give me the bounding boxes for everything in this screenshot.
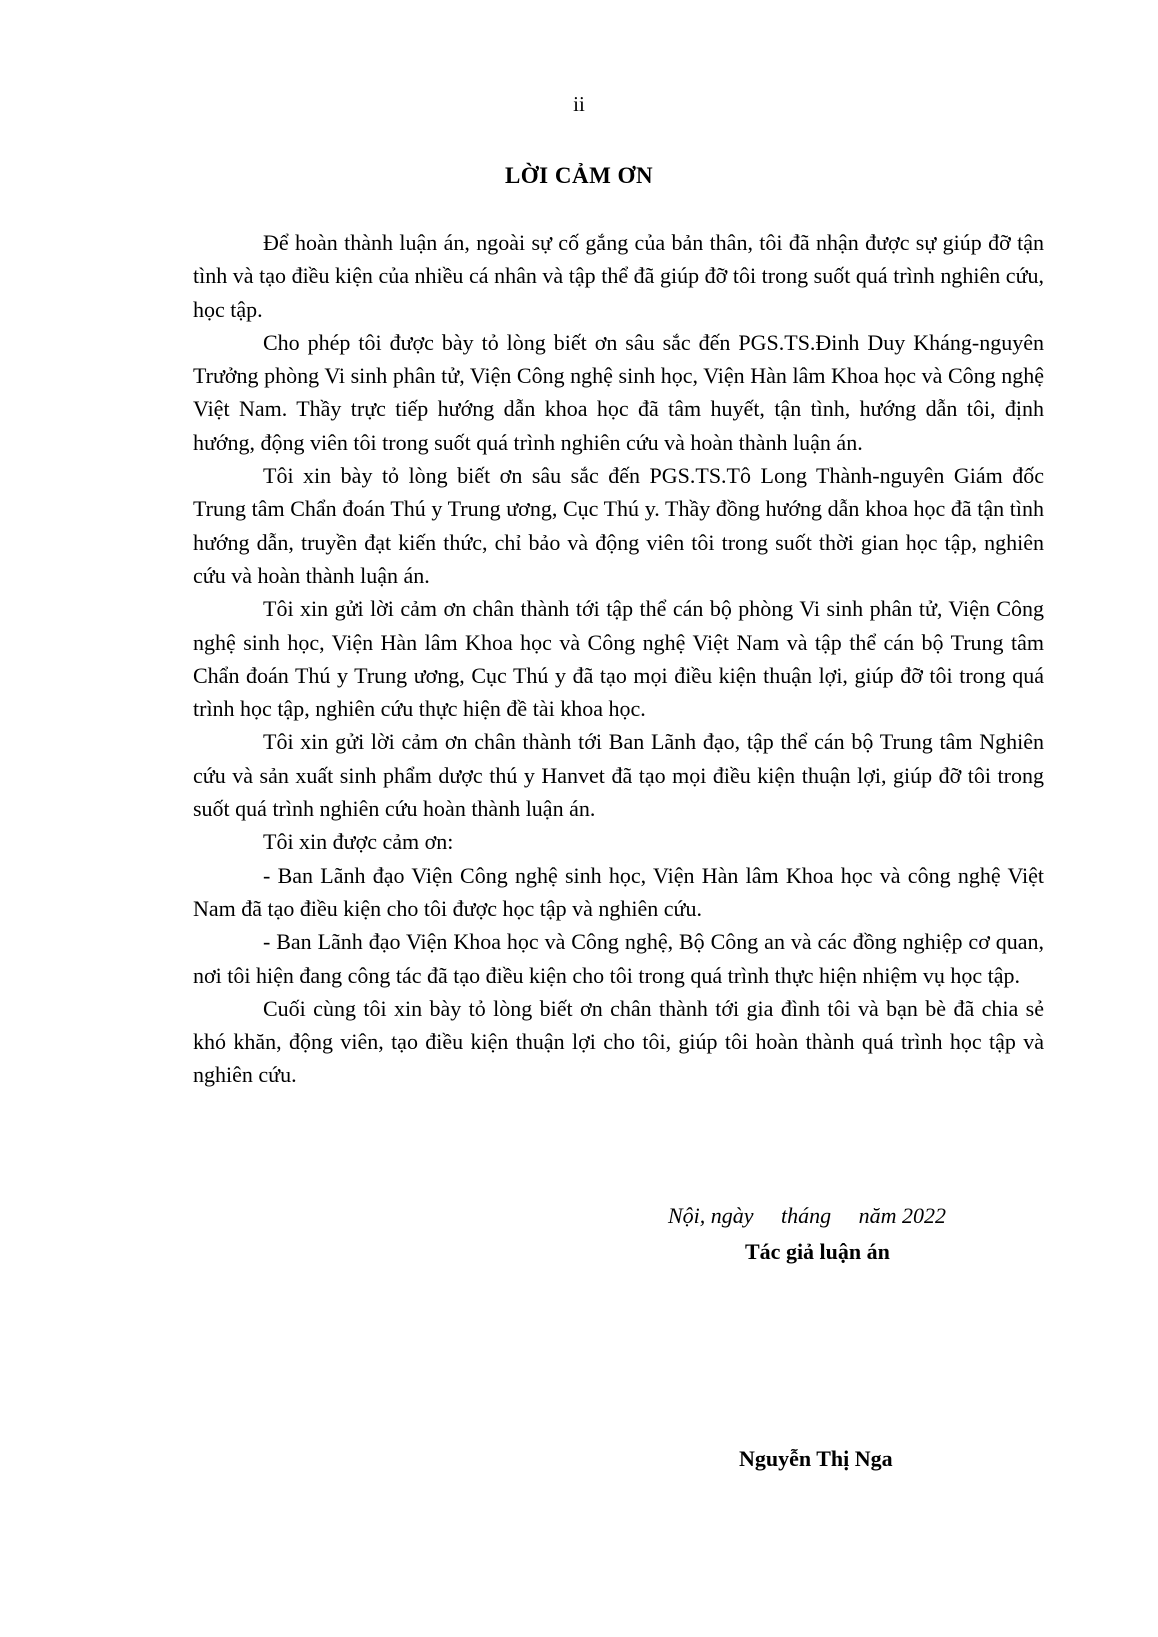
paragraph: Tôi xin gửi lời cảm ơn chân thành tới Ban Lãnh đạo, tập thể cán bộ Trung tâm Nghiên cứu và sản xuất sinh phẩm dược thú y Hanvet đã tạo mọi điều kiện thuận lợi, giúp đỡ tôi trong suốt quá trình nghiên cứu hoàn thành luận án. [193, 729, 1044, 822]
paragraph: Tôi xin gửi lời cảm ơn chân thành tới tập thể cán bộ phòng Vi sinh phân tử, Viện Công nghệ sinh học, Viện Hàn lâm Khoa học và Công nghệ Việt Nam và tập thể cán bộ Trung tâm Chẩn đoán Thú y Trung ương, Cục Thú y đã tạo mọi điều kiện thuận lợi, giúp đỡ tôi trong quá trình học tập, nghiên cứu thực hiện đề tài khoa học. [193, 596, 1044, 722]
paragraph: Cho phép tôi được bày tỏ lòng biết ơn sâu sắc đến PGS.TS.Đinh Duy Kháng-nguyên Trưởng phòng Vi sinh phân tử, Viện Công nghệ sinh học, Viện Hàn lâm Khoa học và Công nghệ Việt Nam. Thầy trực tiếp hướng dẫn khoa học đã tâm huyết, tận tình, hướng dẫn tôi, định hướng, động viên tôi trong suốt quá trình nghiên cứu và hoàn thành luận án. [193, 329, 1044, 455]
page-number: ii [573, 92, 585, 116]
acknowledgement-body [193, 226, 1044, 1092]
paragraph: Cuối cùng tôi xin bày tỏ lòng biết ơn chân thành tới gia đình tôi và bạn bè đã chia sẻ khó khăn, động viên, tạo điều kiện thuận lợi cho tôi, giúp tôi hoàn thành quá trình học tập và nghiên cứu. [193, 995, 1044, 1088]
paragraph: Để hoàn thành luận án, ngoài sự cố gắng của bản thân, tôi đã nhận được sự giúp đỡ tận tình và tạo điều kiện của nhiều cá nhân và tập thể đã giúp đỡ tôi trong suốt quá trình nghiên cứu, học tập. [193, 230, 1044, 322]
page-title: LỜI CẢM ƠN [504, 163, 654, 188]
list-item: - Ban Lãnh đạo Viện Công nghệ sinh học, Viện Hàn lâm Khoa học và công nghệ Việt Nam đã tạo điều kiện cho tôi được học tập và nghiên cứu. [193, 862, 1044, 921]
paragraph: Tôi xin bày tỏ lòng biết ơn sâu sắc đến PGS.TS.Tô Long Thành-nguyên Giám đốc Trung tâm Chẩn đoán Thú y Trung ương, Cục Thú y. Thầy đồng hướng dẫn khoa học đã tận tình hướng dẫn, truyền đạt kiến thức, chỉ bảo và động viên tôi trong suốt thời gian học tập, nghiên cứu và hoàn thành luận án. [193, 463, 1044, 588]
author-label: Tác giả luận án [745, 1239, 890, 1264]
author-name: Nguyễn Thị Nga [739, 1446, 893, 1471]
signature-date: Nội, ngày tháng năm 2022 [668, 1203, 947, 1228]
paragraph: Tôi xin được cảm ơn: [263, 829, 454, 855]
list-item: - Ban Lãnh đạo Viện Khoa học và Công nghệ, Bộ Công an và các đồng nghiệp cơ quan, nơi tôi hiện đang công tác đã tạo điều kiện cho tôi trong quá trình thực hiện nhiệm vụ học tập. [193, 929, 1044, 988]
